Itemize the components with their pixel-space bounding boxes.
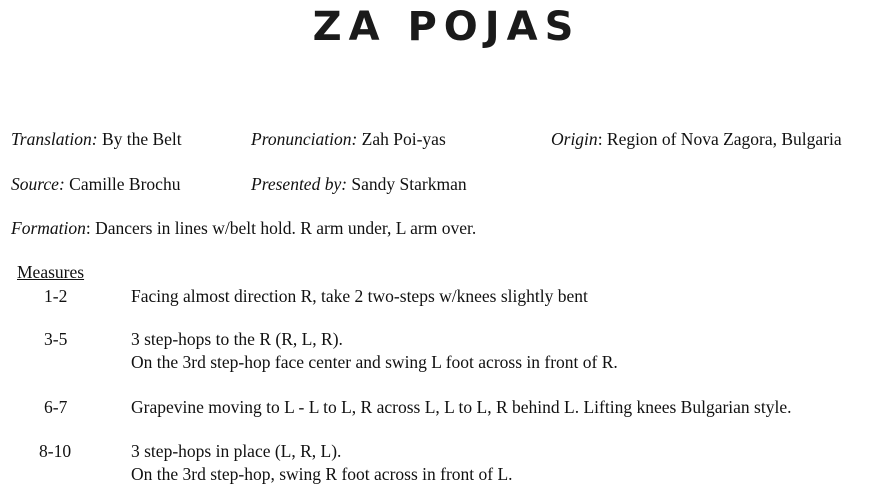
- translation-value: By the Belt: [101, 129, 182, 149]
- origin-label: Origin: [551, 129, 598, 149]
- measure-line: On the 3rd step-hop face center and swing L foot across in front of R.: [131, 352, 618, 372]
- origin-value: : Region of Nova Zagora, Bulgaria: [597, 129, 842, 149]
- measure-line: On the 3rd step-hop, swing R foot across in front of L.: [131, 464, 513, 484]
- measure-description: [131, 328, 618, 374]
- presented-by-value: Sandy Starkman: [351, 174, 467, 194]
- source-field: [11, 173, 180, 195]
- formation-field: [11, 217, 476, 239]
- translation-field: [11, 128, 182, 150]
- presented-by-field: [251, 173, 467, 195]
- measure-line: Facing almost direction R, take 2 two-steps w/knees slightly bent: [131, 286, 588, 306]
- source-label: Source:: [11, 174, 65, 194]
- measure-line: Grapevine moving to L - L to L, R across L, L to L, R behind L. Lifting knees Bulgarian style.: [131, 397, 792, 417]
- formation-value: : Dancers in lines w/belt hold. R arm under, L arm over.: [85, 218, 477, 238]
- measure-line: 3 step-hops in place (L, R, L).: [131, 441, 342, 461]
- measure-number: 3-5: [44, 329, 68, 349]
- measure-description: [131, 285, 588, 308]
- translation-label: Translation:: [11, 129, 98, 149]
- measure-number: 6-7: [44, 397, 68, 417]
- pronunciation-label: Pronunciation:: [251, 129, 358, 149]
- source-value: Camille Brochu: [69, 174, 181, 194]
- pronunciation-field: [251, 128, 446, 150]
- measure-number: 8-10: [39, 441, 72, 461]
- pronunciation-value: Zah Poi-yas: [361, 129, 446, 149]
- measure-number: 1-2: [44, 286, 68, 306]
- formation-label: Formation: [11, 218, 86, 238]
- measures-heading: Measures: [17, 262, 85, 282]
- dance-title: ZA POJAS: [312, 4, 581, 50]
- measure-line: 3 step-hops to the R (R, L, R).: [131, 329, 343, 349]
- origin-field: [551, 128, 842, 150]
- measure-description: [131, 396, 792, 419]
- measure-description: [131, 440, 513, 486]
- presented-by-label: Presented by:: [251, 174, 348, 194]
